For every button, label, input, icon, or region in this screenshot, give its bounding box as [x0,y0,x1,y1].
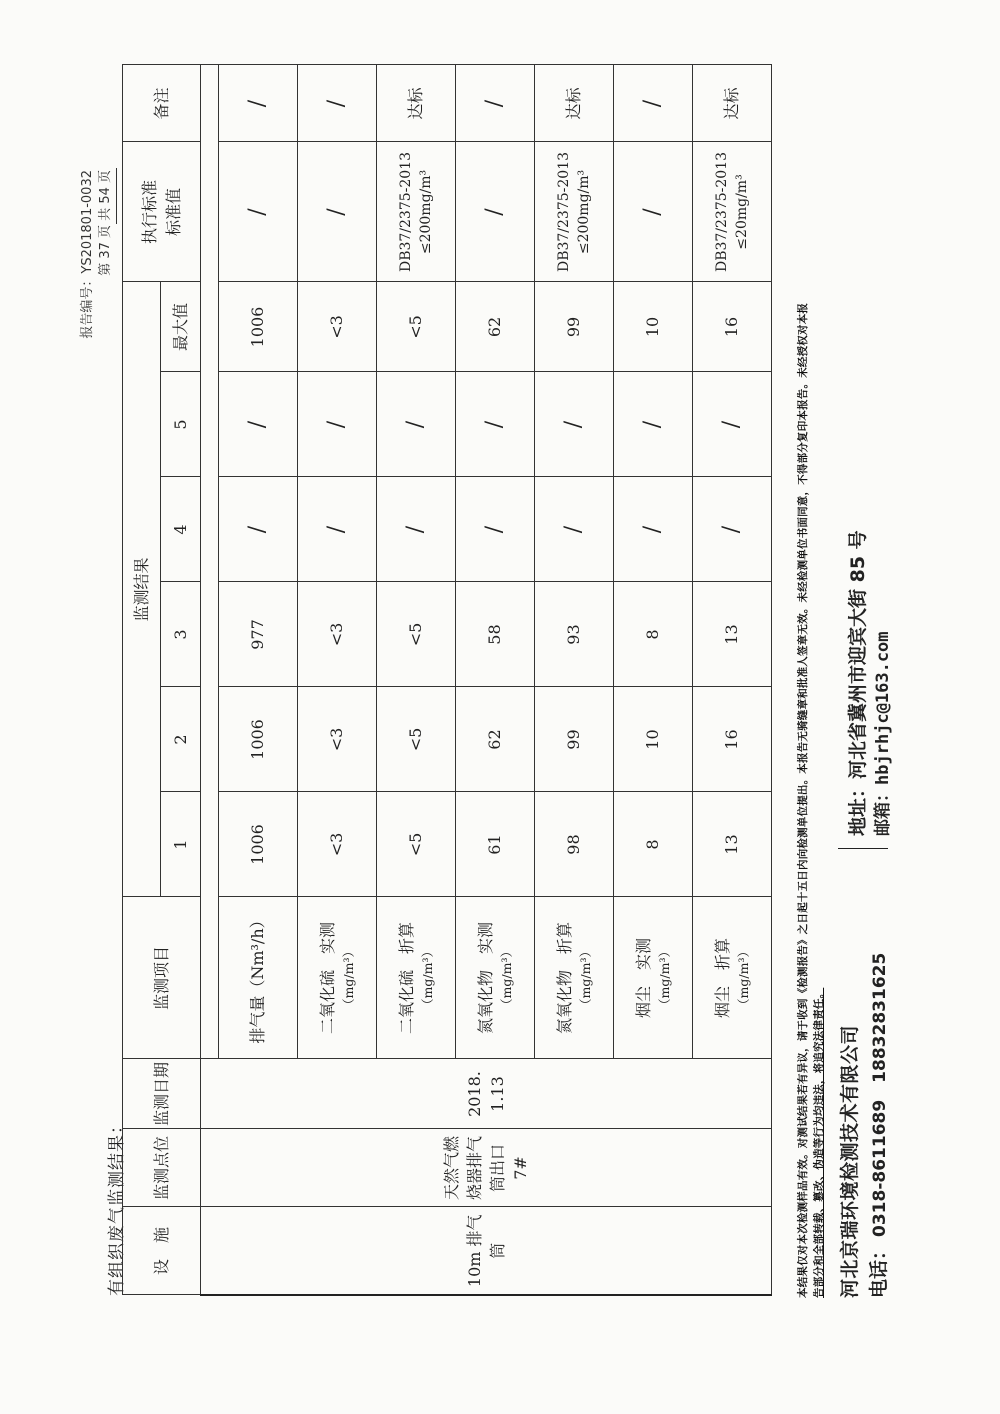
value-5: / [614,372,693,477]
disclaimer-line-2: 告部分和全部转载、篡改、伪造等行为均违法，将追究法律责任。 [813,987,825,1298]
value-3: <3 [298,582,377,687]
value-4: / [614,477,693,582]
header-col-2: 2 [161,687,201,792]
remark-cell: 达标 [535,65,614,142]
value-4: / [377,477,456,582]
remark-cell: / [456,65,535,142]
value-4: / [219,477,298,582]
item-cell: 氮氧化物 折算 （mg/m³） [535,897,614,1059]
address-line: 地址：河北省冀州市迎宾大街 85 号 [847,530,869,836]
report-number: 报告编号：YS201801-0032 [80,170,95,339]
value-3: 58 [456,582,535,687]
item-cell: 烟尘 折算 （mg/m³） [693,897,772,1059]
value-4: / [298,477,377,582]
value-max: 10 [614,282,693,372]
value-max: 99 [535,282,614,372]
value-5: / [456,372,535,477]
value-2: 62 [456,687,535,792]
table-caption: 有组织废气监测结果： [107,1116,127,1296]
remark-cell: 达标 [693,65,772,142]
standard-cell: DB37/2375-2013 ≤200mg/m³ [535,142,614,282]
standard-cell: / [219,142,298,282]
standard-cell: / [456,142,535,282]
value-3: 93 [535,582,614,687]
value-3: 8 [614,582,693,687]
value-max: 16 [693,282,772,372]
value-1: <5 [377,792,456,897]
value-2: <5 [377,687,456,792]
header-point: 监测点位 [123,1129,201,1207]
value-5: / [535,372,614,477]
value-4: / [693,477,772,582]
disclaimer-line-1: 本结果仅对本次检测样品有效。对测试结果若有异议，请于收到《检测报告》之日起十五日内向检测单位提出。本报告无骑缝章和批准人签章无效。未经检测单位书面同意，不得部分复印本报告。未经授权对本报 [797,302,809,1298]
value-5: / [298,372,377,477]
remark-cell: 达标 [377,65,456,142]
spacer-row [201,65,219,1059]
value-1: 8 [614,792,693,897]
header-col-max: 最大值 [161,282,201,372]
value-4: / [456,477,535,582]
date-cell: 2018. 1.13 [201,1059,772,1129]
value-5: / [693,372,772,477]
item-cell: 二氧化硫 折算 （mg/m³） [377,897,456,1059]
facility-cell: 10m 排气筒 [201,1207,772,1295]
header-standard: 执行标准 标准值 [123,142,201,282]
value-1: 1006 [219,792,298,897]
value-4: / [535,477,614,582]
remark-cell: / [219,65,298,142]
standard-cell: / [614,142,693,282]
footer-divider [838,848,888,849]
value-3: 13 [693,582,772,687]
header-rule [116,168,117,224]
header-results: 监测结果 [123,282,161,897]
header-remark: 备注 [123,65,201,142]
point-cell: 天然气燃烧器排气筒出口 7# [201,1129,772,1207]
value-2: <3 [298,687,377,792]
value-1: 61 [456,792,535,897]
value-2: 16 [693,687,772,792]
value-3: <5 [377,582,456,687]
remark-cell: / [614,65,693,142]
value-1: 98 [535,792,614,897]
value-1: 13 [693,792,772,897]
value-max: 1006 [219,282,298,372]
header-facility: 设 施 [123,1207,201,1295]
header-col-5: 5 [161,372,201,477]
value-2: 99 [535,687,614,792]
header-col-4: 4 [161,477,201,582]
phone-line: 电话：0318-8611689 18832831625 [868,952,890,1298]
value-3: 977 [219,582,298,687]
value-2: 1006 [219,687,298,792]
header-date: 监测日期 [123,1059,201,1129]
standard-cell: / [298,142,377,282]
header-col-3: 3 [161,582,201,687]
value-2: 10 [614,687,693,792]
company-name: 河北京瑞环境检测技术有限公司 [839,1024,861,1298]
value-max: <5 [377,282,456,372]
item-cell: 氮氧化物 实测 （mg/m³） [456,897,535,1059]
value-1: <3 [298,792,377,897]
item-cell: 烟尘 实测 （mg/m³） [614,897,693,1059]
value-max: <3 [298,282,377,372]
emission-results-table [122,64,772,1296]
remark-cell: / [298,65,377,142]
email-line: 邮箱：hbjrhjc@163.com [873,631,893,836]
standard-cell: DB37/2375-2013 ≤200mg/m³ [377,142,456,282]
item-cell: 二氧化硫 实测 （mg/m³） [298,897,377,1059]
page-indicator: 第 37 页 共 54 页 [98,170,113,276]
header-item: 监测项目 [123,897,201,1059]
value-5: / [377,372,456,477]
header-col-1: 1 [161,792,201,897]
value-5: / [219,372,298,477]
standard-cell: DB37/2375-2013 ≤20mg/m³ [693,142,772,282]
value-max: 62 [456,282,535,372]
item-cell: 排气量（Nm³/h） [219,897,298,1059]
